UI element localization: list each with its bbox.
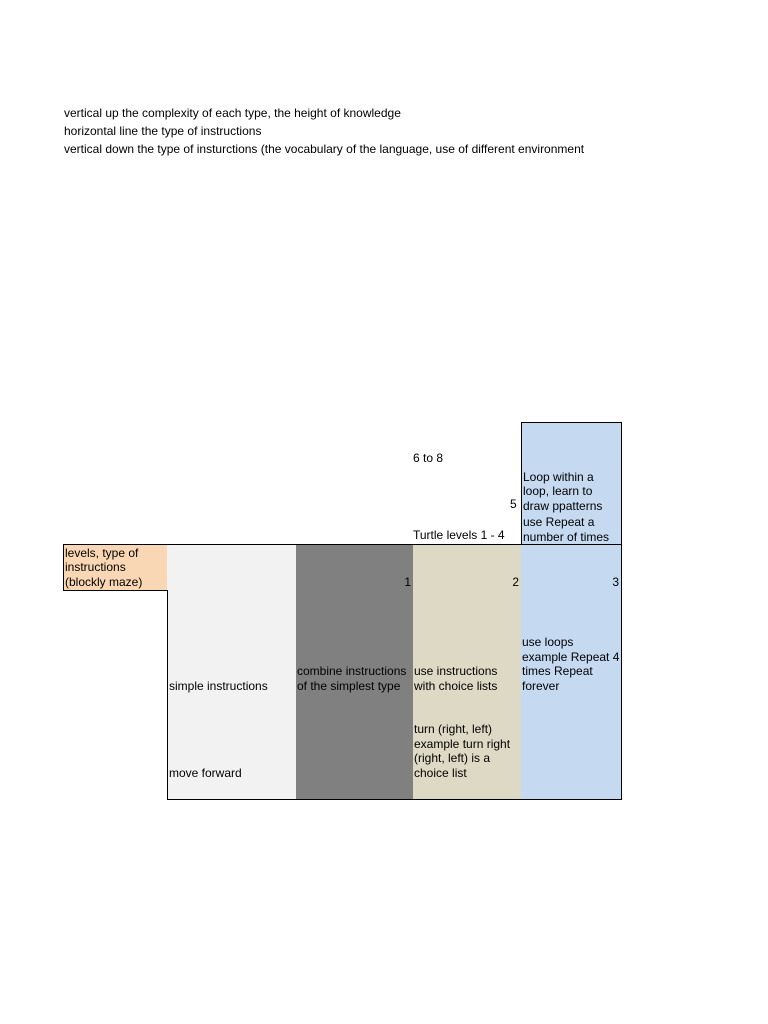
row-b-col-3 (521, 694, 622, 782)
row-a-choice-lists: use instructions with choice lists (413, 590, 522, 695)
levels-header-label: levels, type of instructions (blockly maze) (63, 544, 168, 591)
row-a-use-loops: use loops example Repeat 4 times Repeat forever (521, 590, 622, 695)
use-repeat-cell: use Repeat a number of times (521, 514, 622, 546)
note-line-1: vertical up the complexity of each type, the height of knowledge (64, 106, 401, 120)
header-col-0 (167, 544, 297, 591)
row-c-col-0 (167, 781, 297, 800)
row-b-move-forward: move forward (167, 694, 297, 782)
row-c-col-1 (296, 781, 414, 800)
row-b-col-1 (296, 694, 414, 782)
loop-within-loop-cell: Loop within a loop, learn to draw ppatterns (521, 468, 622, 515)
row-b-turn: turn (right, left) example turn right (right, left) is a choice list (413, 694, 522, 782)
level-5-number: 5 (510, 497, 517, 511)
header-col-1: 1 (296, 544, 414, 591)
note-line-3: vertical down the type of insturctions (the vocabulary of the language, use of different environment (64, 142, 585, 156)
row-c-col-2 (413, 781, 522, 800)
header-col-3: 3 (521, 544, 622, 591)
row-c-col-3 (521, 781, 622, 800)
level-top-empty-cell (521, 422, 622, 469)
range-label-6-to-8: 6 to 8 (413, 451, 444, 465)
header-col-2: 2 (413, 544, 522, 591)
row-a-combine-instructions: combine instructions of the simplest type (296, 590, 414, 695)
note-line-2: horizontal line the type of instructions (64, 124, 262, 138)
row-a-simple-instructions: simple instructions (167, 590, 297, 695)
turtle-levels-label: Turtle levels 1 - 4 (413, 528, 505, 542)
